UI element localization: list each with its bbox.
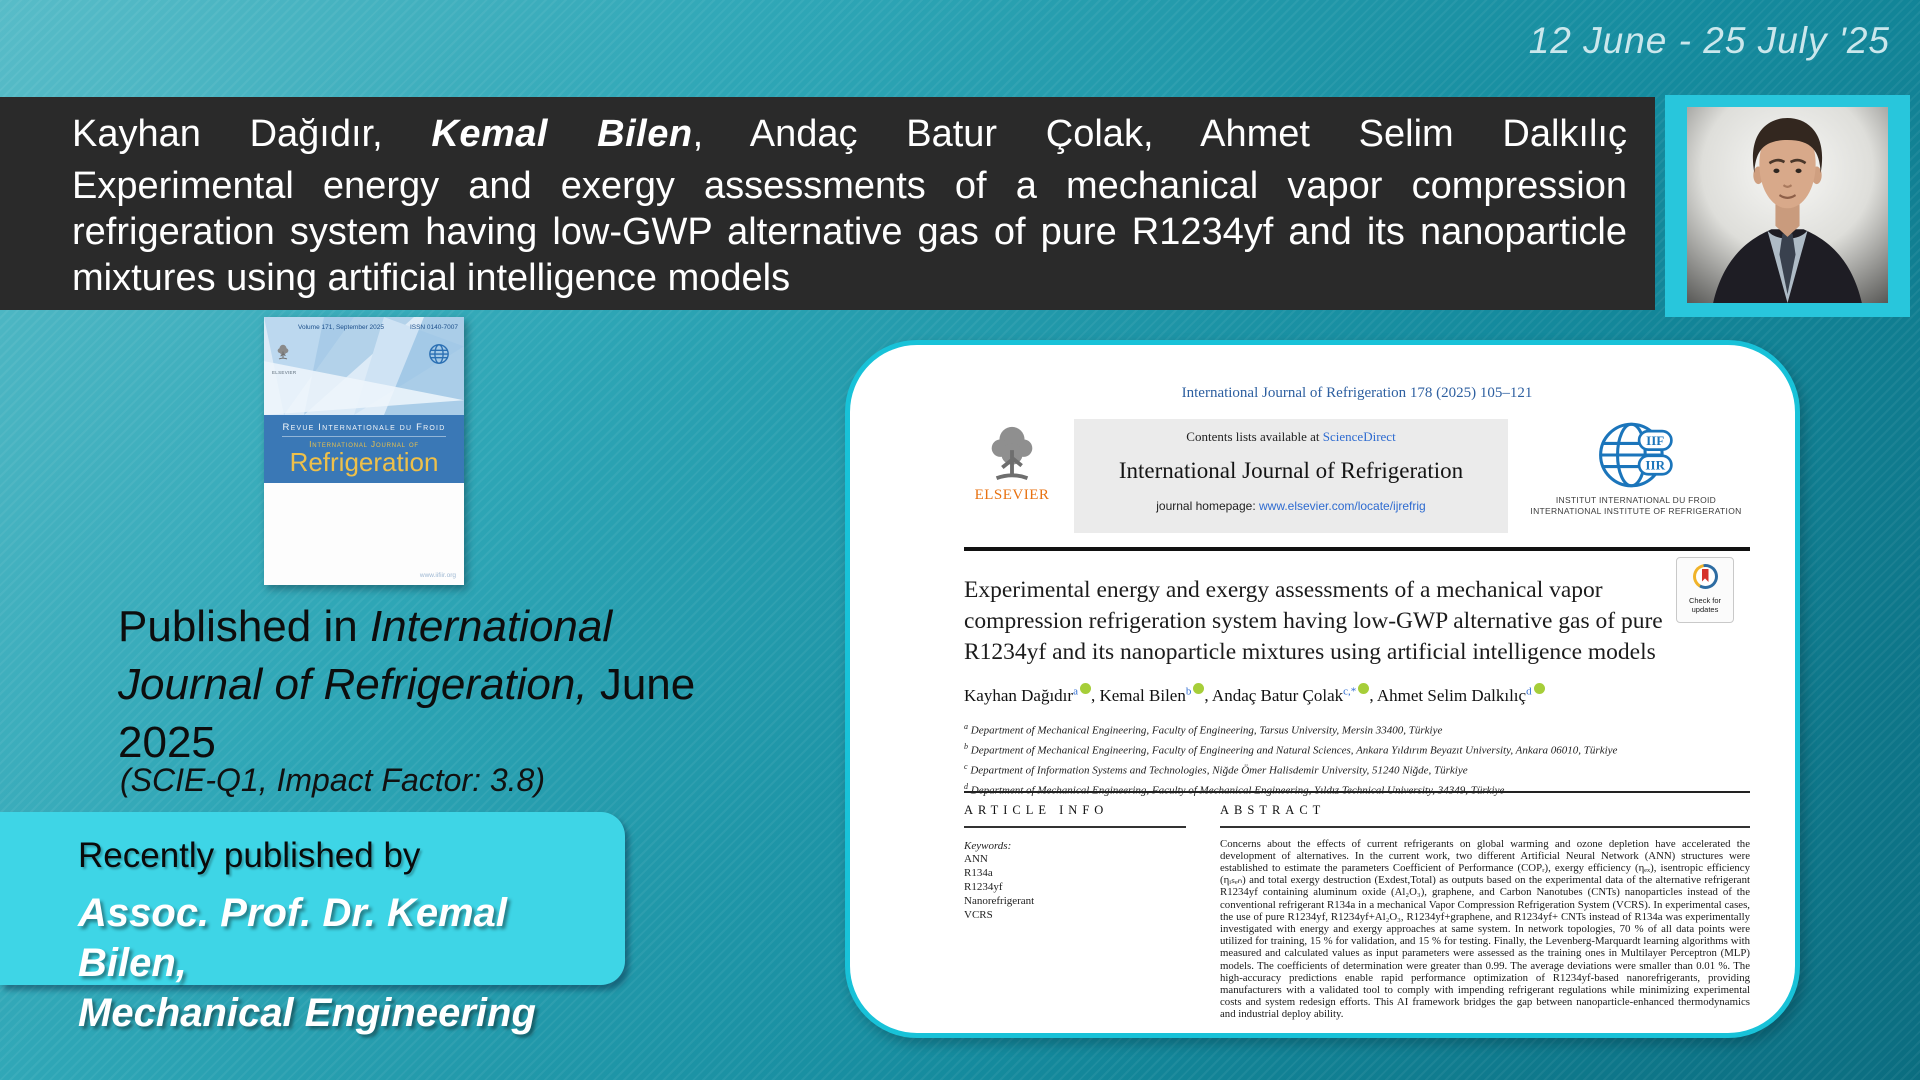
paper-author: Andaç Batur Çolak$^{c,*}$ , bbox=[1211, 685, 1377, 705]
orcid-icon[interactable] bbox=[1358, 683, 1369, 694]
published-note bbox=[118, 598, 818, 772]
banner-authors bbox=[72, 111, 1627, 157]
event-date-range: 12 June - 25 July '25 bbox=[1528, 20, 1890, 61]
published-prefix: Published in bbox=[118, 602, 370, 651]
highlighted-author: Kemal Bilen bbox=[431, 113, 693, 155]
cover-intl-line: International Journal of bbox=[309, 439, 419, 449]
callout-name-line: Assoc. Prof. Dr. Kemal Bilen, bbox=[78, 891, 508, 985]
article-info-column bbox=[964, 803, 1186, 1021]
authors-prefix: Kayhan Dağıdır, bbox=[72, 113, 432, 155]
orcid-icon[interactable] bbox=[1534, 683, 1545, 694]
published-journal-name-1: International bbox=[369, 602, 613, 651]
contents-line bbox=[1074, 429, 1508, 445]
abstract-text: Concerns about the effects of current refrigerants on global warming and ozone depletion have accelerated the development of alternatives. In the current work, two different Artificial Neural Network (ANN) structures were established to estimate the parameters Coefficient of Performance (COPᵣ), exergy efficiency (ηₑₓ), isentropic efficiency (ηᵢₛₑₙ) and total exergy destruction (Exdest,Total) as outputs based on the experimental data of the alternative refrigerant R1234yf containing aluminum oxide (Al₂O₃), graphene, and Carbon Nanotubes (CNTs) nanoparticles instead of the conventional refrigerant R134a in a mechanical Vapor Compression Refrigeration System (VCRS). In experimental cases, the use of pure R1234yf, R1234yf+Al₂O₃, R1234yf+graphene, and R1234yf+ CNTs instead of R134a was experimentally investigated with energy and exergy approaches at same system. In network topologies, 70 % of all data points were utilized for training, 15 % for validation, and 15 % for testing. Finally, the Levenberg-Marquardt learning algorithms with measured and calculated values as input parameters were assessed as the training ones in Multilayer Perceptron (MLP) models. The coefficients of determination were greater than 0.99. The average deviations were smaller than 0.01 %. The high-accuracy predictions enable rapid performance optimization of R1234yf-based nanorefrigerants, providing manufacturers with a validated tool to comply with impending refrigerant regulations while minimizing experimental costs and system redesign efforts. This AI framework bridges the gap between nanoparticle-enhanced thermodynamics and industrial deploy ability. bbox=[1220, 837, 1750, 1021]
callout-lead-line: Recently published by bbox=[78, 836, 421, 875]
column-rule bbox=[964, 826, 1186, 828]
journal-cover-bottom bbox=[264, 483, 464, 585]
journal-cover-band bbox=[264, 415, 464, 483]
authors-suffix: , Andaç Batur Çolak, Ahmet Selim Dalkılıç bbox=[692, 113, 1627, 155]
keyword-item: R1234yf bbox=[964, 880, 1003, 893]
affiliation-line: $^c$ Department of Information Systems and Technologies, Niğde Ömer Halisdemir University, 51240 Niğde, Türkiye bbox=[964, 762, 1468, 777]
contents-prefix: Contents lists available at bbox=[1186, 429, 1323, 444]
banner-paper-title: Experimental energy and exergy assessments of a mechanical vapor compression refrigeration system having low-GWP alternative gas of pure R1234yf and its nanoparticle mixtures using artificial intelligence models bbox=[72, 165, 1627, 299]
iif-caption bbox=[1522, 495, 1750, 517]
cover-elsevier-label: ELSEVIER bbox=[272, 370, 297, 375]
keywords-label: Keywords: bbox=[964, 839, 1012, 852]
title-banner bbox=[0, 97, 1655, 310]
iif-caption-line2: INTERNATIONAL INSTITUTE OF REFRIGERATION bbox=[1530, 506, 1742, 516]
homepage-line bbox=[1074, 499, 1508, 513]
abstract-header: ABSTRACT bbox=[1220, 803, 1326, 817]
paper-citation-line: International Journal of Refrigeration 178 (2025) 105–121 bbox=[1181, 385, 1533, 401]
check-updates-badge[interactable] bbox=[1676, 557, 1734, 623]
paper-author: Kayhan Dağıdır$^a$ , bbox=[964, 685, 1100, 705]
iif-caption-line1: INSTITUT INTERNATIONAL DU FROID bbox=[1555, 495, 1717, 505]
affiliation-line: $^b$ Department of Mechanical Engineering, Faculty of Engineering and Natural Sciences, Ankara Yıldırım Beyazıt University, Ankara 06010, Türkiye bbox=[964, 742, 1618, 757]
published-month: June bbox=[587, 660, 696, 709]
cover-volume-line: Volume 171, September 2025 bbox=[298, 324, 385, 331]
elsevier-tree-icon bbox=[983, 423, 1041, 485]
cover-divider bbox=[282, 436, 446, 437]
thin-divider bbox=[964, 791, 1750, 793]
portrait-illustration bbox=[1687, 107, 1888, 303]
impact-note: (SCIE-Q1, Impact Factor: 3.8) bbox=[120, 762, 545, 798]
orcid-icon[interactable] bbox=[1080, 683, 1091, 694]
homepage-prefix: journal homepage: bbox=[1156, 499, 1259, 513]
journal-cover-top bbox=[264, 317, 464, 415]
cover-iif-globe-icon bbox=[428, 343, 450, 365]
cover-issn: ISSN 0140-7007 bbox=[409, 324, 458, 331]
author-portrait-photo bbox=[1665, 95, 1910, 317]
paper-author: Kemal Bilen$^b$ , bbox=[1099, 685, 1212, 705]
cover-journal-name: Refrigeration bbox=[289, 447, 439, 477]
journal-cover bbox=[264, 317, 464, 585]
iif-logo-block bbox=[1522, 419, 1750, 533]
published-journal-name-2: Journal of Refrigeration, bbox=[118, 660, 588, 709]
column-rule bbox=[1220, 826, 1750, 828]
affiliation-line: d bbox=[964, 782, 968, 792]
journal-name: International Journal of Refrigeration bbox=[1118, 458, 1464, 483]
iif-globe-icon bbox=[1596, 419, 1676, 491]
thick-divider bbox=[964, 547, 1750, 551]
keyword-item: VCRS bbox=[964, 908, 993, 921]
paper-authors-line bbox=[964, 683, 1750, 706]
paper-first-page-panel bbox=[845, 340, 1800, 1038]
keyword-item: R134a bbox=[964, 866, 993, 879]
keyword-item: ANN bbox=[964, 852, 988, 865]
elsevier-tree-icon bbox=[275, 343, 291, 361]
iir-label: IIR bbox=[1645, 457, 1666, 473]
paper-title: Experimental energy and exergy assessments of a mechanical vapor compression refrigeration system having low-GWP alternative gas of pure R1234yf and its nanoparticle mixtures using artificial intelligence models bbox=[964, 577, 1663, 665]
paper-affiliations bbox=[964, 719, 1750, 800]
cover-elsevier-logo bbox=[272, 343, 297, 379]
check-updates-icon bbox=[1693, 564, 1718, 589]
iif-label: IIF bbox=[1646, 433, 1665, 448]
affiliation-line: $^a$ Department of Mechanical Engineering, Faculty of Engineering, Tarsus University, Mersin 33400, Türkiye bbox=[964, 722, 1443, 737]
sciencedirect-link[interactable]: ScienceDirect bbox=[1322, 429, 1396, 444]
callout-dept-line: Mechanical Engineering bbox=[78, 991, 536, 1035]
article-info-header: ARTICLE INFO bbox=[964, 803, 1109, 817]
homepage-link[interactable]: www.elsevier.com/locate/ijrefrig bbox=[1259, 499, 1426, 513]
callout-author-name bbox=[78, 888, 625, 1038]
orcid-icon[interactable] bbox=[1193, 683, 1204, 694]
paper-author: Ahmet Selim Dalkılıç$^d$ bbox=[1377, 686, 1545, 705]
published-year: 2025 bbox=[118, 718, 216, 767]
elsevier-label: ELSEVIER bbox=[974, 487, 1050, 503]
paper-header-row bbox=[964, 419, 1750, 533]
check-updates-label: Check for updates bbox=[1688, 596, 1722, 614]
keyword-item: Nanorefrigerant bbox=[964, 894, 1035, 907]
cover-website: www.iifiir.org bbox=[419, 572, 456, 579]
abstract-column bbox=[1220, 803, 1750, 1021]
cover-revue-line: Revue Internationale du Froid bbox=[282, 422, 446, 433]
article-columns bbox=[964, 803, 1750, 1021]
author-callout-box bbox=[0, 812, 625, 1035]
elsevier-logo bbox=[964, 419, 1060, 533]
journal-header-box bbox=[1074, 419, 1508, 533]
